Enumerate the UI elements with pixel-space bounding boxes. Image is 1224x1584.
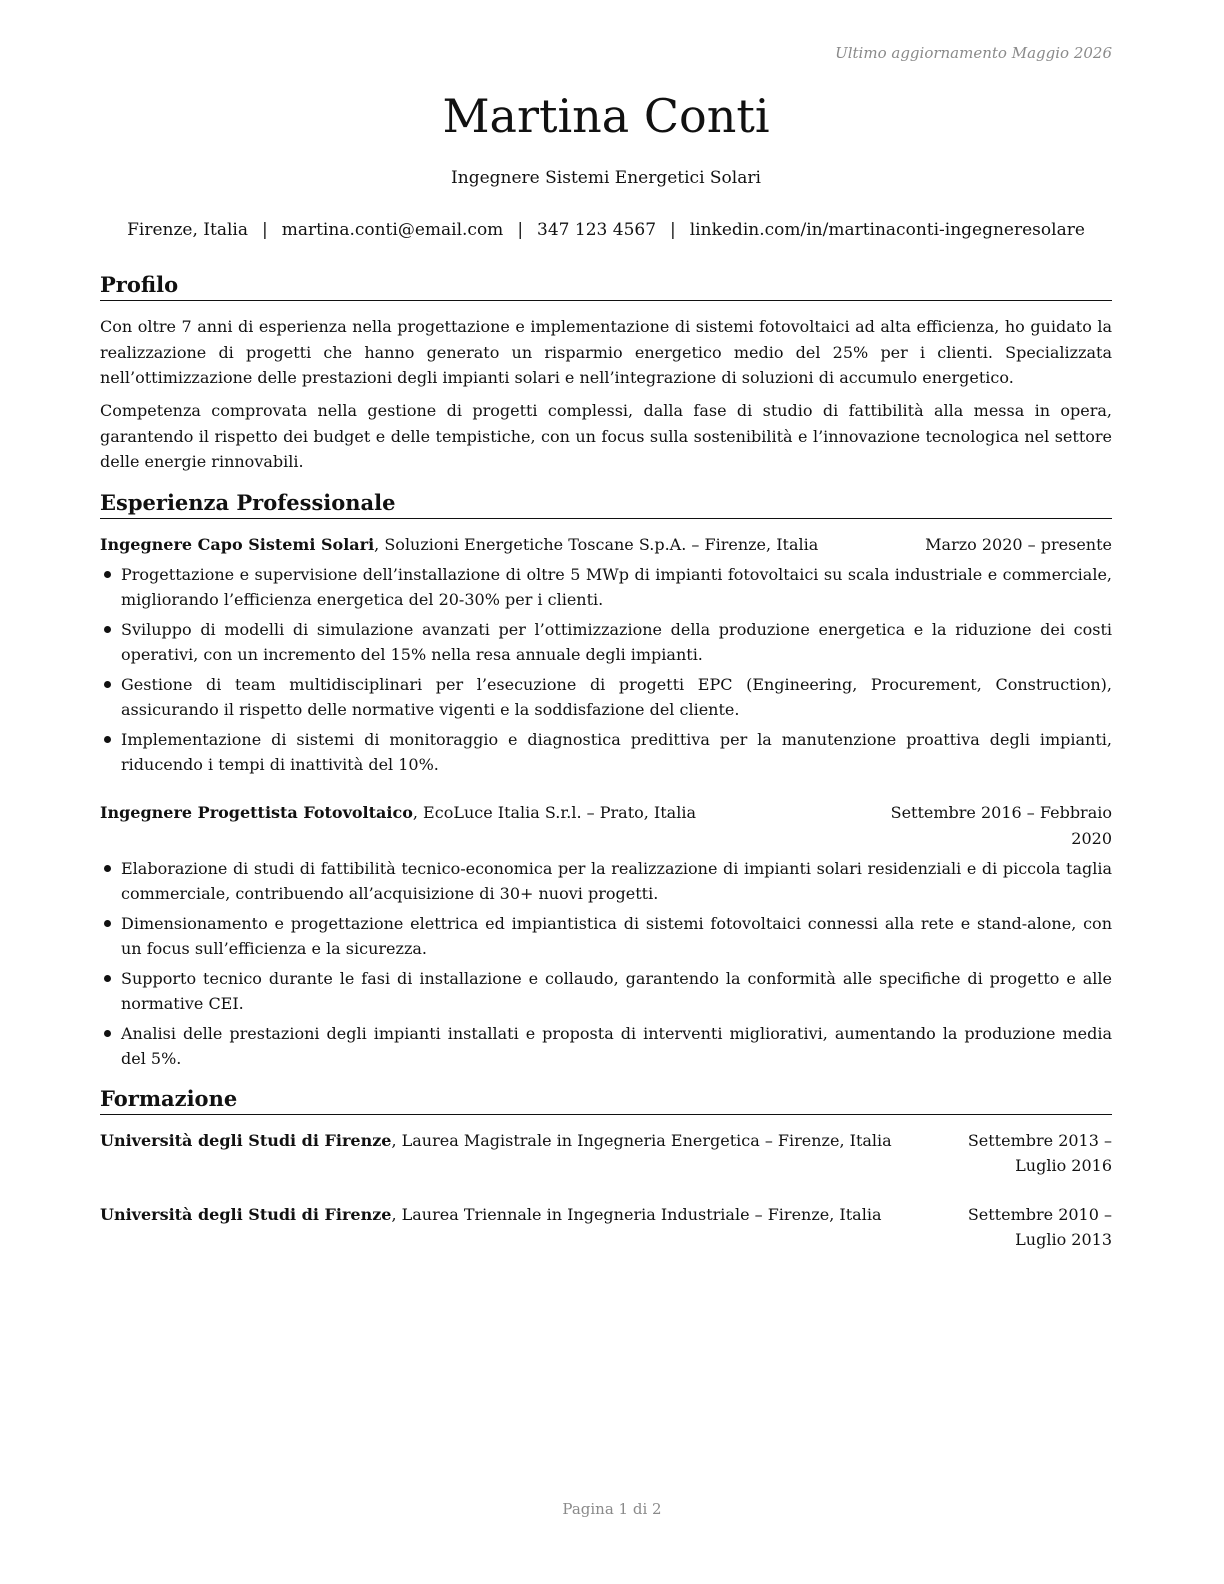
job-title-line	[100, 800, 696, 851]
page-number: Pagina 1 di 2	[562, 1500, 662, 1518]
education-title-line	[100, 1202, 960, 1252]
candidate-role: Ingegnere Sistemi Energetici Solari	[451, 168, 761, 188]
bullet-text: Analisi delle prestazioni degli impianti installati e proposta di interventi migliorativi, aumentando la produzione media del 5%.	[121, 1024, 1112, 1068]
job-header	[100, 532, 1112, 558]
list-item	[100, 856, 1112, 906]
job-title-line	[100, 532, 818, 558]
bullet-text: Progettazione e supervisione dell’installazione di oltre 5 MWp di impianti fotovoltaici su scala industriale e commerciale, migliorando l’efficienza energetica del 20-30% per i clienti.	[121, 565, 1112, 609]
education-dates: Settembre 2013 – Luglio 2016	[967, 1131, 1112, 1175]
education-school: Università degli Studi di Firenze	[100, 1205, 392, 1224]
contact-separator: |	[670, 220, 676, 240]
candidate-name: Martina Conti	[442, 89, 770, 143]
job-company: , EcoLuce Italia S.r.l. – Prato, Italia	[412, 803, 696, 822]
job-position: Ingegnere Capo Sistemi Solari	[100, 535, 375, 554]
bullet-text: Supporto tecnico durante le fasi di installazione e collaudo, garantendo la conformità alle specifiche di progetto e alle normative CEI.	[121, 969, 1112, 1013]
bullet-dot	[104, 975, 111, 982]
resume-page	[100, 0, 1112, 1584]
bullet-dot	[104, 865, 111, 872]
bullet-dot	[104, 571, 111, 578]
list-item	[100, 911, 1112, 961]
contact-email[interactable]: martina.conti@email.com	[281, 220, 504, 240]
bullet-text: Dimensionamento e progettazione elettrica ed impiantistica di sistemi fotovoltaici connessi alla rete e stand-alone, con un focus sull’efficienza e la sicurezza.	[121, 914, 1112, 958]
bullet-text: Gestione di team multidisciplinari per l’esecuzione di progetti EPC (Engineering, Procurement, Construction), assicurando il rispetto delle normative vigenti e la soddisfazione del cliente.	[121, 675, 1112, 719]
bullet-text: Elaborazione di studi di fattibilità tecnico-economica per la realizzazione di impianti solari residenziali e di piccola taglia commerciale, contribuendo all’acquisizione di 30+ nuovi progetti.	[121, 859, 1112, 903]
job-bullets	[100, 856, 1112, 1076]
bullet-dot	[104, 1030, 111, 1037]
bullet-text: Sviluppo di modelli di simulazione avanzati per l’ottimizzazione della produzione energetica e la riduzione dei costi operativi, con un incremento del 15% nella resa annuale degli impianti.	[121, 620, 1112, 664]
bullet-dot	[104, 681, 111, 688]
job-dates: Marzo 2020 – presente	[925, 535, 1112, 554]
contact-location: Firenze, Italia	[127, 220, 248, 240]
contact-separator: |	[517, 220, 524, 240]
list-item	[100, 1021, 1112, 1071]
section-title-education: Formazione	[100, 1086, 1112, 1115]
list-item	[100, 672, 1112, 722]
last-updated: Ultimo aggiornamento Maggio 2026	[835, 44, 1112, 62]
list-item	[100, 562, 1112, 612]
contact-line	[100, 220, 1112, 240]
job-dates: Settembre 2016 – Febbraio 2020	[890, 803, 1112, 848]
section-title-experience: Esperienza Professionale	[100, 490, 1112, 519]
list-item	[100, 966, 1112, 1016]
bullet-text: Implementazione di sistemi di monitoraggio e diagnostica predittiva per la manutenzione proattiva degli impianti, riducendo i tempi di inattività del 10%.	[121, 730, 1112, 774]
education-school: Università degli Studi di Firenze	[100, 1131, 392, 1150]
education-dates: Settembre 2010 – Luglio 2013	[967, 1205, 1112, 1249]
profile-paragraph: Competenza comprovata nella gestione di progetti complessi, dalla fase di studio di fattibilità alla messa in opera, garantendo il rispetto dei budget e delle tempistiche, con un focus sulla sostenibilità e l’innovazione tecnologica nel settore delle energie rinnovabili.	[100, 401, 1112, 471]
profile-paragraph: Con oltre 7 anni di esperienza nella progettazione e implementazione di sistemi fotovoltaici ad alta efficienza, ho guidato la realizzazione di progetti che hanno generato un risparmio energetico medio del 25% per i clienti. Specializzata nell’ottimizzazione delle prestazioni degli impianti solari e nell’integrazione di soluzioni di accumulo energetico.	[100, 317, 1112, 387]
education-degree: , Laurea Triennale in Ingegneria Industriale – Firenze, Italia	[391, 1205, 882, 1224]
bullet-dot	[104, 626, 111, 633]
list-item	[100, 617, 1112, 667]
list-item	[100, 727, 1112, 777]
job-position: Ingegnere Progettista Fotovoltaico	[100, 803, 413, 822]
contact-phone: 347 123 4567	[537, 220, 657, 240]
contact-separator: |	[261, 220, 268, 240]
job-bullets	[100, 562, 1112, 782]
education-entry	[100, 1128, 1112, 1178]
education-entry	[100, 1202, 1112, 1252]
section-title-profile: Profilo	[100, 272, 1112, 301]
bullet-dot	[104, 736, 111, 743]
job-header	[100, 800, 1112, 851]
job-company: , Soluzioni Energetiche Toscane S.p.A. – Firenze, Italia	[374, 535, 819, 554]
education-degree: , Laurea Magistrale in Ingegneria Energetica – Firenze, Italia	[391, 1131, 892, 1150]
bullet-dot	[104, 920, 111, 927]
education-title-line	[100, 1128, 960, 1178]
contact-linkedin[interactable]: linkedin.com/in/martinaconti-ingegneresolare	[689, 220, 1085, 240]
